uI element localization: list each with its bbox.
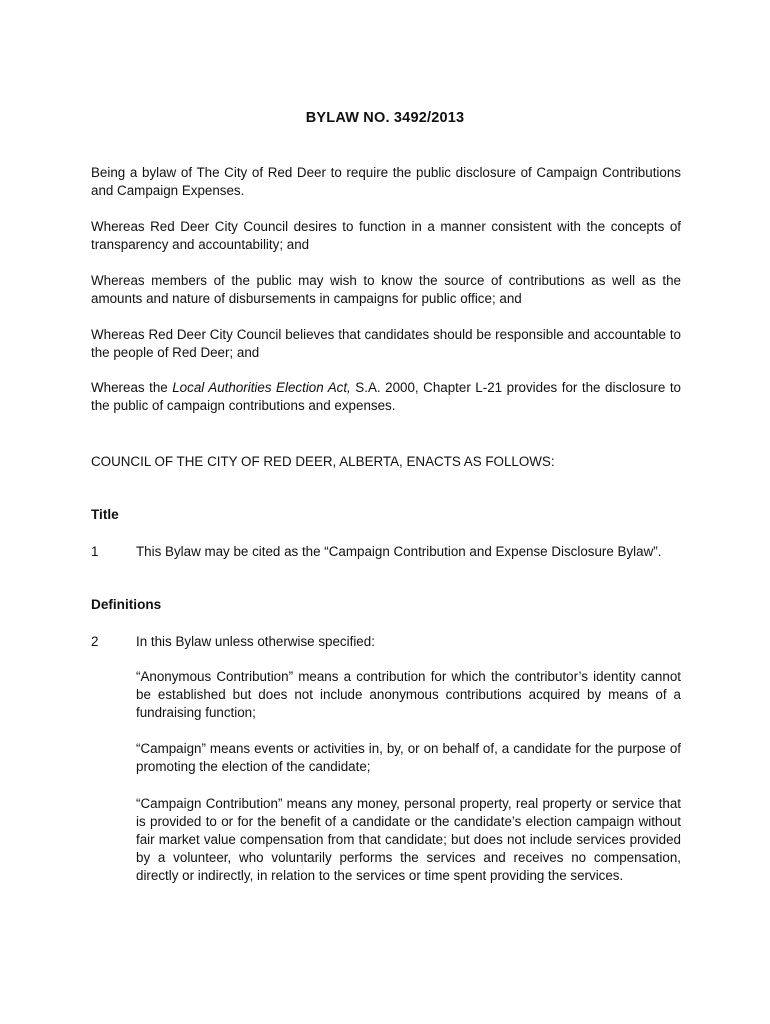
whereas-4-after: S.A. 2000, Chapter L-21 provides for the disclosure to the public of campaign contributions and expenses.: [91, 380, 681, 413]
whereas-paragraph-4: [91, 379, 681, 415]
definition-campaign: “Campaign” means events or activities in, by, or on behalf of, a candidate for the purpose of promoting the election of the candidate;: [136, 741, 681, 774]
act-name: Local Authorities Election Act,: [172, 380, 351, 395]
bylaw-title: BYLAW NO. 3492/2013: [305, 110, 465, 126]
section-heading-definitions: Definitions: [91, 597, 162, 612]
definition-campaign-contribution: “Campaign Contribution” means any money, personal property, real property or service that is provided to or for the benefit of a candidate or the candidate’s election campaign without fair market value compensation from that candidate; but does not include services provided by a volunteer, who voluntarily performs the services and receives no compensation, directly or indirectly, in relation to the services or time spent providing the services.: [136, 796, 681, 883]
section-number-1: 1: [91, 544, 99, 559]
whereas-paragraph-3: Whereas Red Deer City Council believes that candidates should be responsible and accountable to the people of Red Deer; and: [91, 327, 681, 360]
preamble-paragraph: Being a bylaw of The City of Red Deer to require the public disclosure of Campaign Contributions and Campaign Expenses.: [91, 165, 681, 198]
enactment-clause: COUNCIL OF THE CITY OF RED DEER, ALBERTA, ENACTS AS FOLLOWS:: [91, 454, 555, 469]
section-2-text: In this Bylaw unless otherwise specified:: [136, 634, 375, 649]
section-number-2: 2: [91, 634, 99, 649]
whereas-paragraph-2: Whereas members of the public may wish to know the source of contributions as well as the amounts and nature of disbursements in campaigns for public office; and: [91, 273, 681, 306]
section-1-text: This Bylaw may be cited as the “Campaign Contribution and Expense Disclosure Bylaw”.: [136, 544, 662, 559]
whereas-paragraph-1: Whereas Red Deer City Council desires to function in a manner consistent with the concepts of transparency and accountability; and: [91, 219, 681, 252]
whereas-4-before: Whereas the: [91, 380, 173, 395]
section-heading-title: Title: [91, 507, 119, 522]
definition-anonymous-contribution: “Anonymous Contribution” means a contribution for which the contributor’s identity cannot be established but does not include anonymous contributions acquired by means of a fundraising function;: [136, 669, 681, 720]
